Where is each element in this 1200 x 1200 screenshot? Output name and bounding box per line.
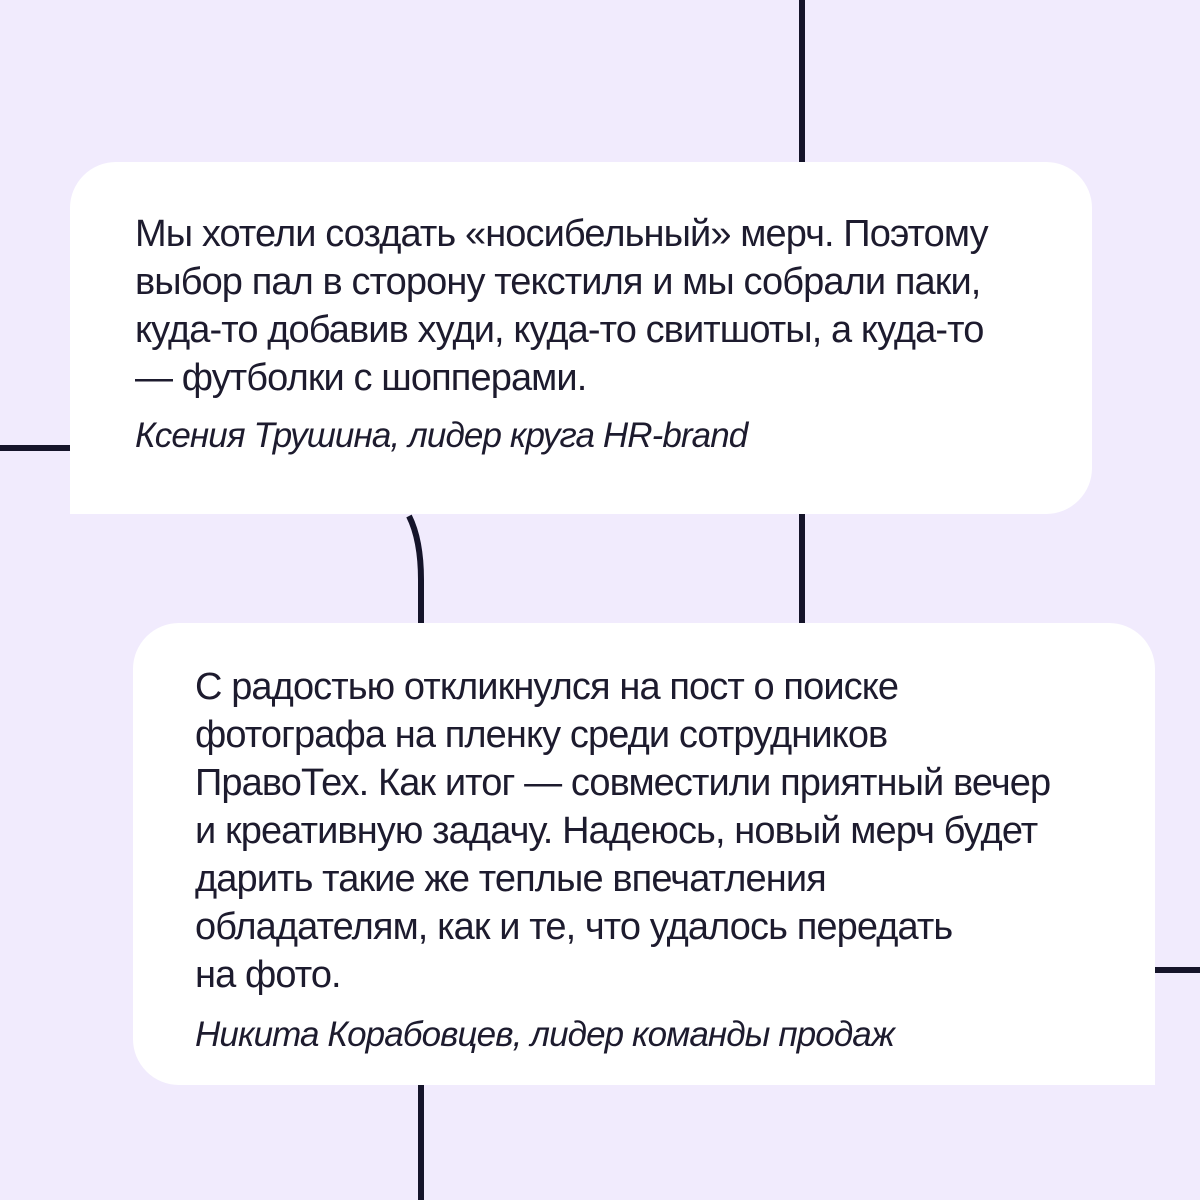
quote-text: С радостью откликнулся на пост о поиске фотографа на пленку среди сотрудников ПравоТех. Как итог — совместили приятный вечер и креативную задачу. Надеюсь, новый мерч будет дарить такие же теплые впечатления обладателям, как и те, что удалось передать на фото. (195, 666, 1051, 996)
curved-connector-line (409, 516, 421, 623)
quote-text: Мы хотели создать «носибельный» мерч. Поэтому выбор пал в сторону текстиля и мы собрали паки, куда-то добавив худи, куда-то свитшоты, а куда-то — футболки с шопперами. (135, 213, 988, 399)
quote-card-hr-brand (70, 162, 1092, 514)
quote-author: Ксения Трушина, лидер круга HR-brand (135, 416, 748, 455)
quote-card-sales (133, 623, 1155, 1085)
quote-author: Никита Корабовцев, лидер команды продаж (195, 1015, 895, 1054)
